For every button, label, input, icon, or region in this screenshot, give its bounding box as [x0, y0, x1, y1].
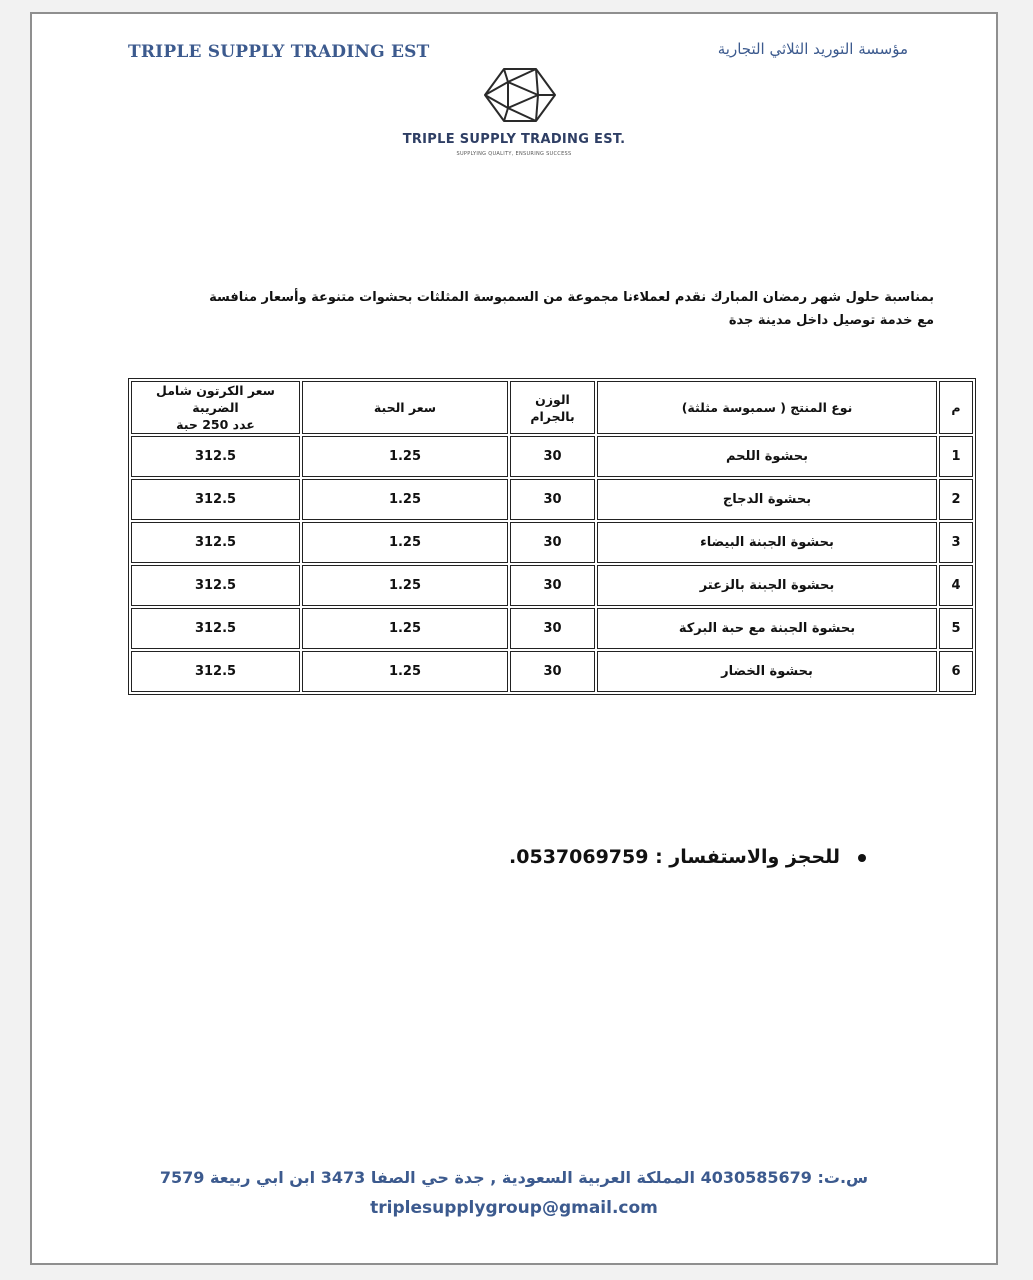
header-weight-line-1: الوزن — [535, 391, 570, 407]
row-product: بحشوة الجبنة البيضاء — [597, 522, 937, 563]
row-unit-price: 1.25 — [302, 608, 508, 649]
header-product: نوع المنتج ( سمبوسة مثلثة) — [597, 381, 937, 434]
logo-company-name: TRIPLE SUPPLY TRADING EST. — [402, 132, 626, 147]
row-weight: 30 — [510, 436, 595, 477]
row-unit-price: 1.25 — [302, 479, 508, 520]
row-index: 6 — [939, 651, 973, 692]
table-row — [131, 436, 973, 477]
table-row — [131, 608, 973, 649]
header-carton-line-2: عدد 250 حبة — [176, 417, 255, 432]
row-index: 3 — [939, 522, 973, 563]
row-weight: 30 — [510, 479, 595, 520]
row-carton-price: 312.5 — [131, 436, 300, 477]
intro-paragraph — [174, 286, 934, 332]
logo-tagline: SUPPLYING QUALITY, ENSURING SUCCESS — [456, 151, 572, 157]
row-weight: 30 — [510, 565, 595, 606]
row-product: بحشوة الجبنة بالزعتر — [597, 565, 937, 606]
document-page — [30, 12, 998, 1265]
row-unit-price: 1.25 — [302, 651, 508, 692]
table-row — [131, 651, 973, 692]
row-unit-price: 1.25 — [302, 436, 508, 477]
header-carton-line-1: سعر الكرتون شامل الضريبة — [156, 383, 275, 415]
row-unit-price: 1.25 — [302, 565, 508, 606]
table-row — [131, 522, 973, 563]
row-product: بحشوة اللحم — [597, 436, 937, 477]
row-index: 2 — [939, 479, 973, 520]
row-carton-price: 312.5 — [131, 565, 300, 606]
contact-line — [509, 846, 866, 868]
row-unit-price: 1.25 — [302, 522, 508, 563]
row-index: 4 — [939, 565, 973, 606]
footer-address: س.ت: 4030585679 المملكة العربية السعودية , جدة حي الصفا 3473 ابن ابي ربيعة 7579 — [159, 1168, 869, 1187]
footer-email: triplesupplygroup@gmail.com — [370, 1198, 658, 1218]
table-row — [131, 479, 973, 520]
price-table — [128, 378, 976, 695]
row-carton-price: 312.5 — [131, 479, 300, 520]
table-row — [131, 565, 973, 606]
header-carton-price — [131, 381, 300, 434]
intro-line-2: مع خدمة توصيل داخل مدينة جدة — [728, 313, 934, 328]
header-index: م — [939, 381, 973, 434]
row-weight: 30 — [510, 522, 595, 563]
row-carton-price: 312.5 — [131, 608, 300, 649]
row-product: بحشوة الخضار — [597, 651, 937, 692]
row-weight: 30 — [510, 608, 595, 649]
intro-line-1: بمناسبة حلول شهر رمضان المبارك نقدم لعملاءنا مجموعة من السمبوسة المثلثات بحشوات متنوعة وأسعار منافسة — [209, 290, 934, 305]
row-carton-price: 312.5 — [131, 651, 300, 692]
company-name-en: TRIPLE SUPPLY TRADING EST — [128, 42, 430, 62]
bullet-icon — [858, 854, 866, 862]
row-product: بحشوة الجبنة مع حبة البركة — [597, 608, 937, 649]
row-carton-price: 312.5 — [131, 522, 300, 563]
row-product: بحشوة الدجاج — [597, 479, 937, 520]
header-weight — [510, 381, 595, 434]
row-weight: 30 — [510, 651, 595, 692]
header-unit-price: سعر الحبة — [302, 381, 508, 434]
row-index: 5 — [939, 608, 973, 649]
row-index: 1 — [939, 436, 973, 477]
hexagon-logo-icon — [482, 66, 558, 124]
contact-text: للحجز والاستفسار : 0537069759. — [509, 846, 840, 868]
table-header-row — [131, 381, 973, 434]
company-name-ar: مؤسسة التوريد الثلاثي التجارية — [717, 40, 908, 58]
header-weight-line-2: بالجرام — [530, 408, 575, 424]
